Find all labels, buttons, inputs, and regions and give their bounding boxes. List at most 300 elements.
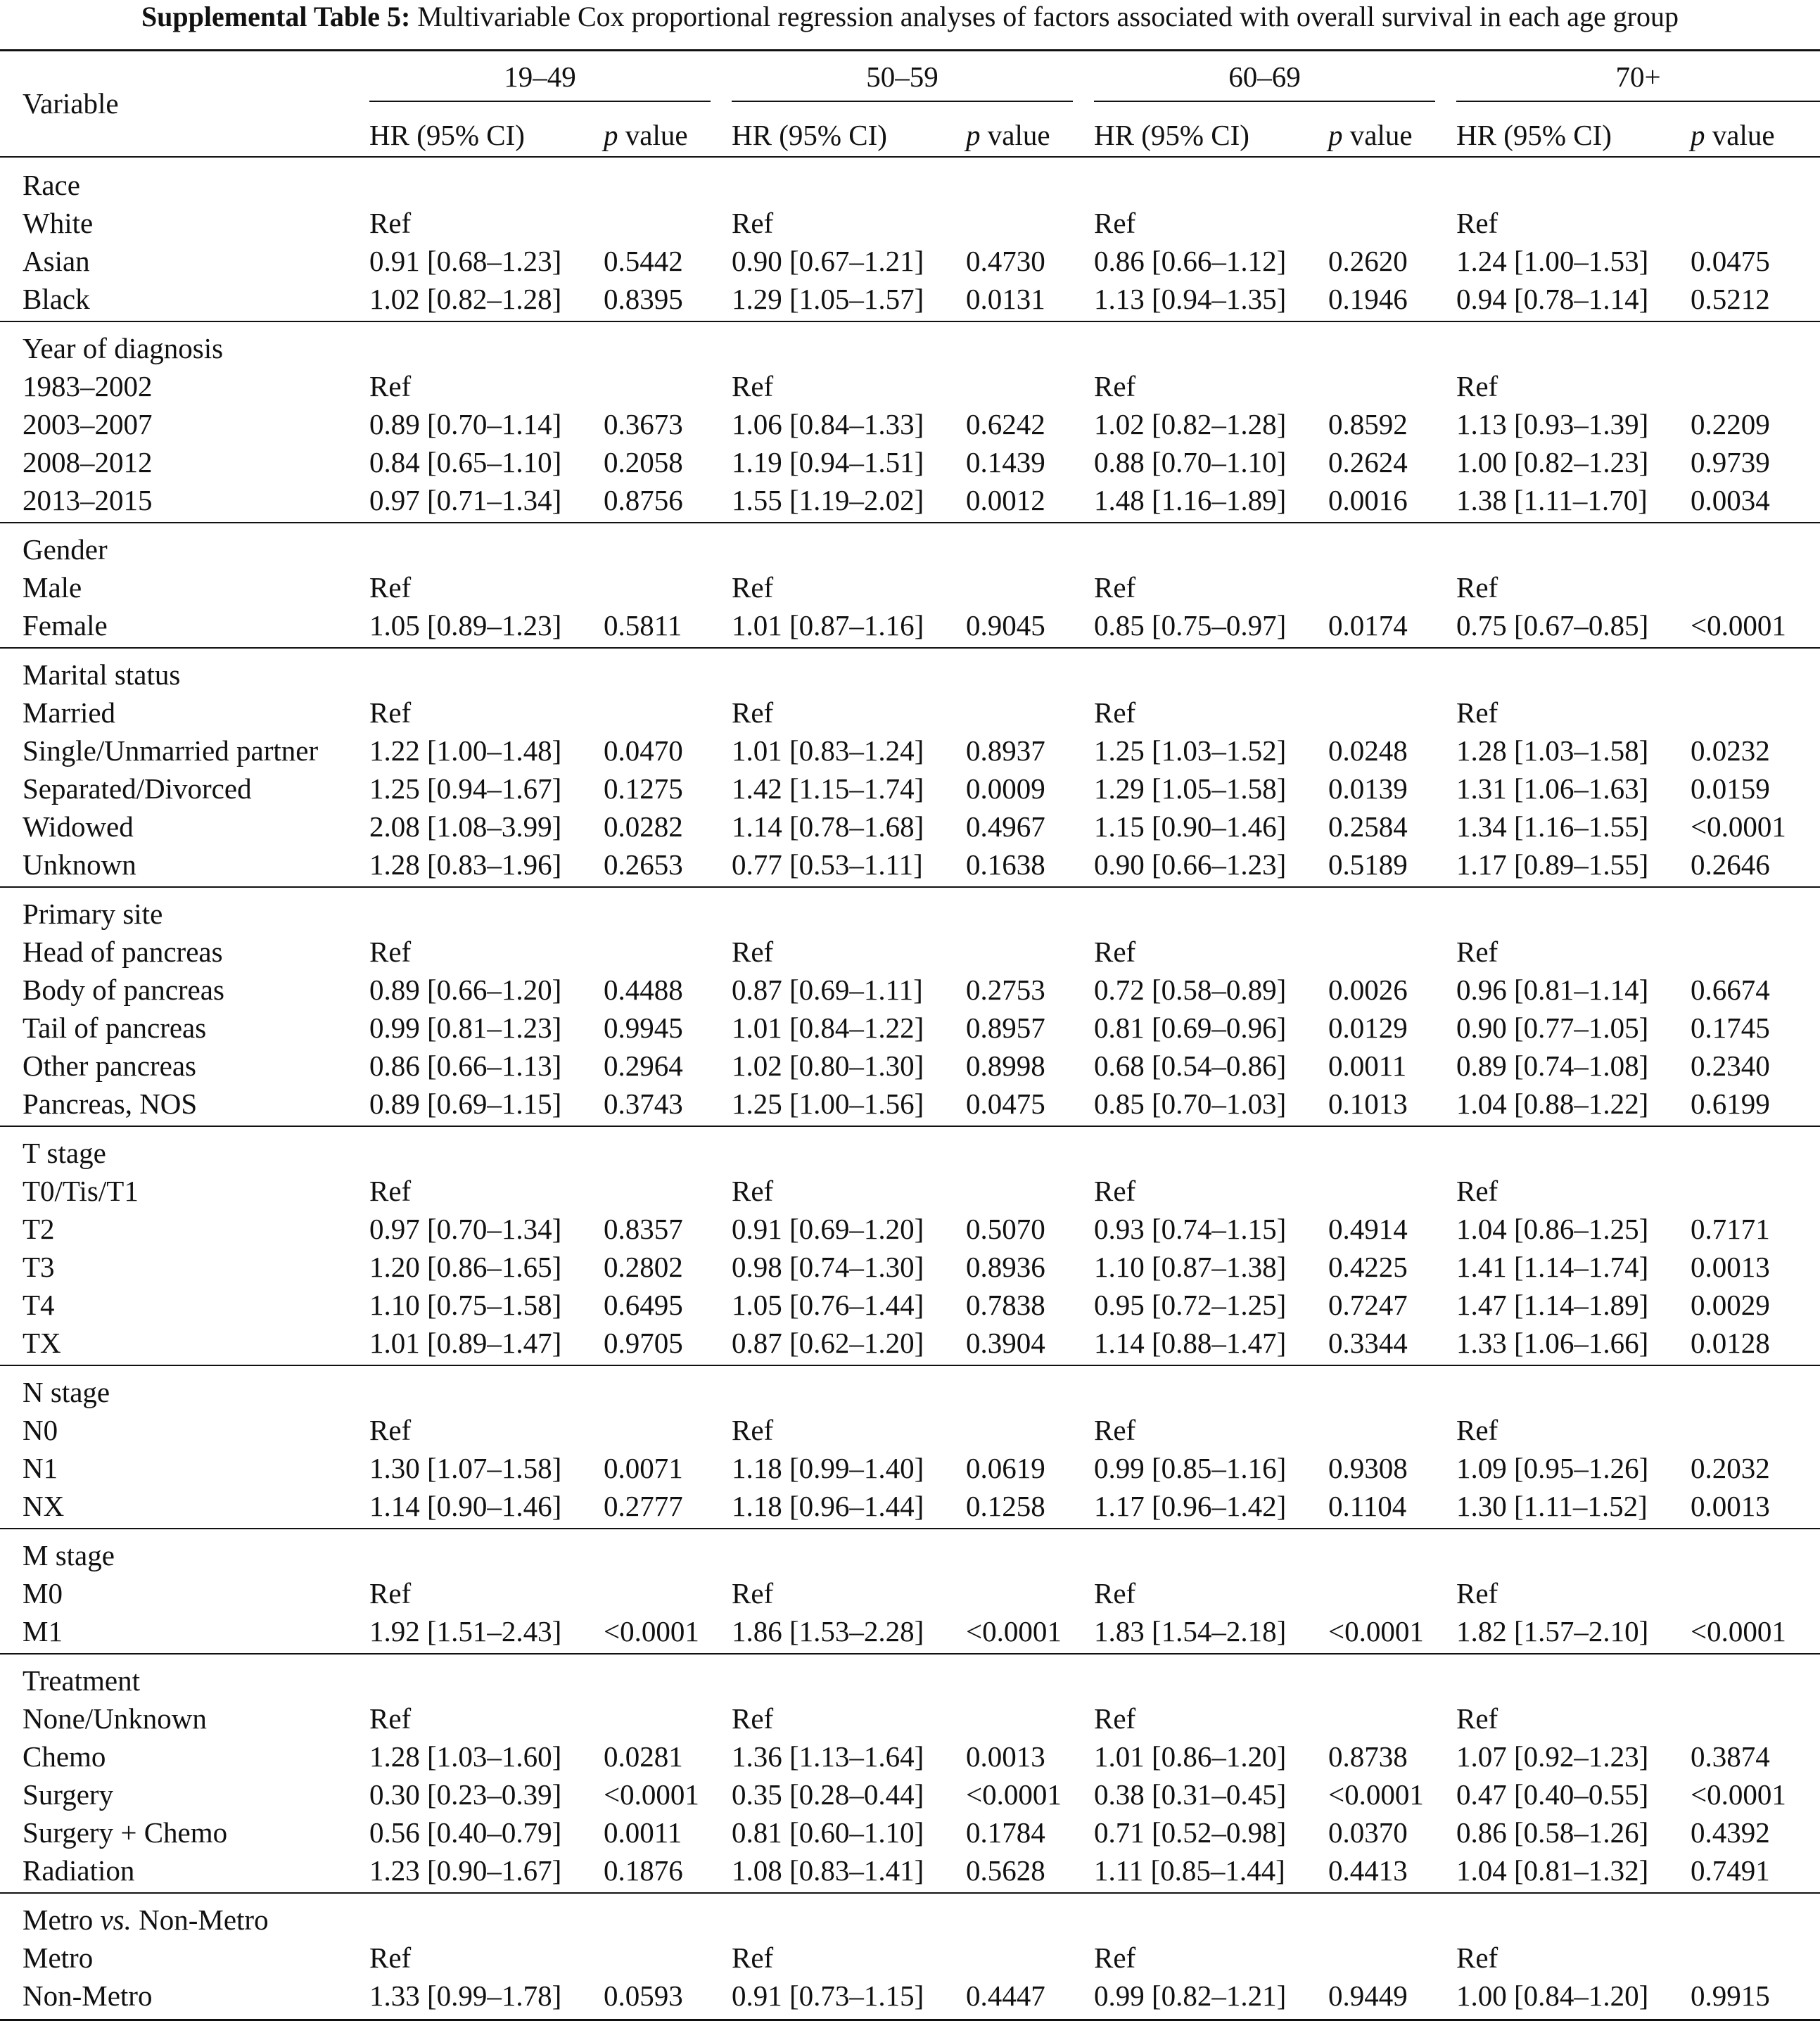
hr-ci-value: Ref xyxy=(1456,370,1498,402)
hr-ci-value: 0.97 [0.71–1.34] xyxy=(369,484,562,516)
p-value: 0.0475 xyxy=(1691,245,1770,277)
p-value: 0.1745 xyxy=(1691,1012,1770,1044)
hr-ci-value: 1.22 [1.00–1.48] xyxy=(369,734,562,767)
row-label: Male xyxy=(23,571,82,604)
group-underline xyxy=(1456,101,1820,102)
hr-ci-value: 1.11 [0.85–1.44] xyxy=(1094,1854,1285,1887)
hr-ci-value: 1.18 [0.99–1.40] xyxy=(732,1452,924,1484)
hr-ci-value: 1.07 [0.92–1.23] xyxy=(1456,1740,1649,1773)
hr-ci-value: 0.86 [0.66–1.13] xyxy=(369,1050,562,1082)
p-value: 0.5811 xyxy=(604,609,682,642)
hr-ci-value: 1.08 [0.83–1.41] xyxy=(732,1854,924,1887)
section-title: Race xyxy=(23,169,80,201)
row-label: Non-Metro xyxy=(23,1979,153,2012)
section-title: Marital status xyxy=(23,658,181,691)
p-value: 0.9739 xyxy=(1691,446,1770,478)
hr-ci-value: Ref xyxy=(369,1577,412,1609)
p-value-word: value xyxy=(1705,119,1775,151)
p-value: 0.0011 xyxy=(1328,1050,1407,1082)
hr-ci-value: 1.48 [1.16–1.89] xyxy=(1094,484,1287,516)
row-label: Head of pancreas xyxy=(23,936,223,968)
p-value: 0.1275 xyxy=(604,772,683,805)
hr-ci-value: 1.14 [0.90–1.46] xyxy=(369,1490,562,1522)
hr-ci-value: 1.33 [1.06–1.66] xyxy=(1456,1327,1649,1359)
section-title-part: Non-Metro xyxy=(131,1904,269,1936)
hr-ci-value: 1.15 [0.90–1.46] xyxy=(1094,810,1287,843)
p-value: 0.4488 xyxy=(604,974,683,1006)
p-value: 0.5189 xyxy=(1328,848,1408,881)
p-value: <0.0001 xyxy=(1691,1615,1786,1647)
section-title: Treatment xyxy=(23,1664,141,1697)
hr-ci-value: 0.97 [0.70–1.34] xyxy=(369,1213,562,1245)
row-label: Chemo xyxy=(23,1740,106,1773)
p-value: 0.8936 xyxy=(966,1251,1045,1283)
hr-ci-value: Ref xyxy=(1456,1942,1498,1974)
hr-ci-value: 1.19 [0.94–1.51] xyxy=(732,446,924,478)
p-value: 0.7171 xyxy=(1691,1213,1770,1245)
p-value: 0.8937 xyxy=(966,734,1045,767)
p-value: 0.8957 xyxy=(966,1012,1045,1044)
p-value: 0.1104 xyxy=(1328,1490,1407,1522)
hr-ci-value: 1.24 [1.00–1.53] xyxy=(1456,245,1649,277)
row-label: T2 xyxy=(23,1213,55,1245)
hr-ci-value: 1.30 [1.11–1.52] xyxy=(1456,1490,1648,1522)
hr-ci-value: 1.23 [0.90–1.67] xyxy=(369,1854,562,1887)
hr-ci-value: Ref xyxy=(1094,1175,1136,1207)
p-value-word: value xyxy=(980,119,1050,151)
p-value: 0.5442 xyxy=(604,245,683,277)
p-value: 0.7247 xyxy=(1328,1289,1408,1321)
hr-ci-value: Ref xyxy=(1094,571,1136,604)
row-label: T0/Tis/T1 xyxy=(23,1175,139,1207)
p-value: 0.6495 xyxy=(604,1289,683,1321)
hr-ci-value: Ref xyxy=(1456,1702,1498,1735)
section-title: Primary site xyxy=(23,898,163,930)
row-label: TX xyxy=(23,1327,61,1359)
p-value: 0.2753 xyxy=(966,974,1045,1006)
row-label: Tail of pancreas xyxy=(23,1012,207,1044)
hr-ci-value: 1.41 [1.14–1.74] xyxy=(1456,1251,1649,1283)
row-label: M1 xyxy=(23,1615,63,1647)
p-value: <0.0001 xyxy=(1691,1778,1786,1811)
hr-ci-value: 1.14 [0.88–1.47] xyxy=(1094,1327,1287,1359)
p-value: 0.9449 xyxy=(1328,1979,1408,2012)
hr-ci-value: 0.91 [0.69–1.20] xyxy=(732,1213,924,1245)
hr-ci-value: 0.72 [0.58–0.89] xyxy=(1094,974,1287,1006)
hr-ci-value: 1.10 [0.75–1.58] xyxy=(369,1289,562,1321)
p-value: 0.0139 xyxy=(1328,772,1408,805)
p-value: 0.0029 xyxy=(1691,1289,1770,1321)
p-value: <0.0001 xyxy=(1691,609,1786,642)
caption-label: Supplemental Table 5: xyxy=(141,1,411,32)
hr-ci-value: 0.94 [0.78–1.14] xyxy=(1456,283,1649,315)
row-label: 2008–2012 xyxy=(23,446,153,478)
hr-ci-value: 0.91 [0.68–1.23] xyxy=(369,245,562,277)
p-value: 0.0370 xyxy=(1328,1816,1408,1849)
row-label: Body of pancreas xyxy=(23,974,224,1006)
hr-ci-value: 0.89 [0.66–1.20] xyxy=(369,974,562,1006)
hr-ci-value: 1.82 [1.57–2.10] xyxy=(1456,1615,1649,1647)
p-value: 0.0128 xyxy=(1691,1327,1770,1359)
hr-ci-value: 1.01 [0.86–1.20] xyxy=(1094,1740,1287,1773)
hr-ci-value: 0.38 [0.31–0.45] xyxy=(1094,1778,1287,1811)
header-p-value xyxy=(966,116,1050,154)
hr-ci-value: 0.93 [0.74–1.15] xyxy=(1094,1213,1287,1245)
p-value: 0.2802 xyxy=(604,1251,683,1283)
p-value: 0.3344 xyxy=(1328,1327,1408,1359)
p-value: 0.9045 xyxy=(966,609,1045,642)
p-value: 0.0011 xyxy=(604,1816,682,1849)
hr-ci-value: Ref xyxy=(732,696,774,729)
hr-ci-value: 0.85 [0.70–1.03] xyxy=(1094,1088,1287,1120)
p-value: <0.0001 xyxy=(966,1615,1062,1647)
row-label: NX xyxy=(23,1490,65,1522)
hr-ci-value: 0.91 [0.73–1.15] xyxy=(732,1979,924,2012)
p-value: 0.0232 xyxy=(1691,734,1770,767)
hr-ci-value: Ref xyxy=(1456,1175,1498,1207)
header-hr-ci: HR (95% CI) xyxy=(732,119,887,151)
group-underline xyxy=(732,101,1073,102)
hr-ci-value: 0.87 [0.69–1.11] xyxy=(732,974,923,1006)
row-label: Married xyxy=(23,696,116,729)
row-label: N0 xyxy=(23,1414,58,1446)
hr-ci-value: Ref xyxy=(1094,696,1136,729)
row-label: N1 xyxy=(23,1452,58,1484)
p-value: 0.0619 xyxy=(966,1452,1045,1484)
hr-ci-value: 0.84 [0.65–1.10] xyxy=(369,446,562,478)
hr-ci-value: 1.05 [0.89–1.23] xyxy=(369,609,562,642)
p-value: <0.0001 xyxy=(1328,1778,1424,1811)
p-value: 0.5212 xyxy=(1691,283,1770,315)
hr-ci-value: 0.90 [0.77–1.05] xyxy=(1456,1012,1649,1044)
p-value: 0.2584 xyxy=(1328,810,1408,843)
hr-ci-value: Ref xyxy=(1456,207,1498,239)
p-italic: p xyxy=(1328,119,1343,151)
hr-ci-value: 1.04 [0.88–1.22] xyxy=(1456,1088,1649,1120)
hr-ci-value: 0.99 [0.82–1.21] xyxy=(1094,1979,1287,2012)
p-value: 0.8357 xyxy=(604,1213,683,1245)
p-value: 0.0026 xyxy=(1328,974,1408,1006)
p-value: 0.0174 xyxy=(1328,609,1408,642)
hr-ci-value: 1.31 [1.06–1.63] xyxy=(1456,772,1649,805)
hr-ci-value: 0.89 [0.69–1.15] xyxy=(369,1088,562,1120)
hr-ci-value: Ref xyxy=(732,1175,774,1207)
p-value: <0.0001 xyxy=(604,1615,699,1647)
p-value: 0.0475 xyxy=(966,1088,1045,1120)
p-value: 0.2653 xyxy=(604,848,683,881)
table-rule xyxy=(0,1653,1820,1655)
header-hr-ci: HR (95% CI) xyxy=(1456,119,1612,151)
hr-ci-value: 1.17 [0.96–1.42] xyxy=(1094,1490,1287,1522)
p-value: 0.0131 xyxy=(966,283,1045,315)
hr-ci-value: 1.25 [1.03–1.52] xyxy=(1094,734,1287,767)
p-value: 0.6674 xyxy=(1691,974,1770,1006)
hr-ci-value: 1.13 [0.94–1.35] xyxy=(1094,283,1287,315)
hr-ci-value: Ref xyxy=(1456,936,1498,968)
header-age-group: 60–69 xyxy=(1228,60,1301,93)
hr-ci-value: 1.34 [1.16–1.55] xyxy=(1456,810,1649,843)
row-label: Black xyxy=(23,283,90,315)
hr-ci-value: 1.00 [0.84–1.20] xyxy=(1456,1979,1649,2012)
hr-ci-value: 1.28 [1.03–1.58] xyxy=(1456,734,1649,767)
p-value: 0.0159 xyxy=(1691,772,1770,805)
p-value: 0.2624 xyxy=(1328,446,1408,478)
hr-ci-value: Ref xyxy=(369,1702,412,1735)
hr-ci-value: 0.90 [0.67–1.21] xyxy=(732,245,924,277)
hr-ci-value: 1.10 [0.87–1.38] xyxy=(1094,1251,1287,1283)
p-value: 0.0034 xyxy=(1691,484,1770,516)
hr-ci-value: 1.04 [0.81–1.32] xyxy=(1456,1854,1649,1887)
caption-text: Multivariable Cox proportional regression analyses of factors associated with overall survival in each age group xyxy=(417,1,1679,32)
p-value-word: value xyxy=(618,119,688,151)
section-title: Gender xyxy=(23,533,108,566)
row-label: 1983–2002 xyxy=(23,370,153,402)
p-value: 0.0012 xyxy=(966,484,1045,516)
p-value: 0.4914 xyxy=(1328,1213,1408,1245)
p-value: 0.6242 xyxy=(966,408,1045,440)
hr-ci-value: 0.96 [0.81–1.14] xyxy=(1456,974,1649,1006)
p-value: 0.8395 xyxy=(604,283,683,315)
row-label: Single/Unmarried partner xyxy=(23,734,319,767)
p-value: 0.0013 xyxy=(1691,1490,1770,1522)
row-label: Metro xyxy=(23,1942,94,1974)
header-age-group: 19–49 xyxy=(504,60,576,93)
hr-ci-value: 0.99 [0.81–1.23] xyxy=(369,1012,562,1044)
hr-ci-value: 1.09 [0.95–1.26] xyxy=(1456,1452,1649,1484)
p-value: 0.8998 xyxy=(966,1050,1045,1082)
header-hr-ci: HR (95% CI) xyxy=(1094,119,1249,151)
p-value: <0.0001 xyxy=(604,1778,699,1811)
row-label: Asian xyxy=(23,245,90,277)
row-label: Radiation xyxy=(23,1854,135,1887)
hr-ci-value: Ref xyxy=(369,571,412,604)
p-value: 0.1013 xyxy=(1328,1088,1408,1120)
p-value: 0.9308 xyxy=(1328,1452,1408,1484)
p-value: <0.0001 xyxy=(966,1778,1062,1811)
table-rule xyxy=(0,1126,1820,1127)
row-label: Separated/Divorced xyxy=(23,772,252,805)
hr-ci-value: 1.02 [0.82–1.28] xyxy=(1094,408,1287,440)
p-value: 0.5070 xyxy=(966,1213,1045,1245)
hr-ci-value: 2.08 [1.08–3.99] xyxy=(369,810,562,843)
hr-ci-value: 0.35 [0.28–0.44] xyxy=(732,1778,924,1811)
hr-ci-value: Ref xyxy=(732,207,774,239)
hr-ci-value: 1.02 [0.82–1.28] xyxy=(369,283,562,315)
p-italic: p xyxy=(966,119,981,151)
p-value: 0.1946 xyxy=(1328,283,1408,315)
p-value: 0.4447 xyxy=(966,1979,1045,2012)
hr-ci-value: 1.36 [1.13–1.64] xyxy=(732,1740,924,1773)
table-rule xyxy=(0,1528,1820,1529)
p-value: 0.8756 xyxy=(604,484,683,516)
hr-ci-value: Ref xyxy=(1094,1414,1136,1446)
hr-ci-value: 1.17 [0.89–1.55] xyxy=(1456,848,1649,881)
hr-ci-value: 0.81 [0.60–1.10] xyxy=(732,1816,924,1849)
section-title: Year of diagnosis xyxy=(23,332,224,364)
p-value: 0.2964 xyxy=(604,1050,683,1082)
p-value: 0.7838 xyxy=(966,1289,1045,1321)
hr-ci-value: Ref xyxy=(1094,207,1136,239)
row-label: M0 xyxy=(23,1577,63,1609)
hr-ci-value: 1.28 [0.83–1.96] xyxy=(369,848,562,881)
hr-ci-value: 1.01 [0.83–1.24] xyxy=(732,734,924,767)
hr-ci-value: 1.05 [0.76–1.44] xyxy=(732,1289,924,1321)
section-title: N stage xyxy=(23,1376,110,1408)
p-value: 0.3904 xyxy=(966,1327,1045,1359)
hr-ci-value: 0.71 [0.52–0.98] xyxy=(1094,1816,1287,1849)
p-value: 0.2058 xyxy=(604,446,683,478)
row-label: None/Unknown xyxy=(23,1702,207,1735)
row-label: Other pancreas xyxy=(23,1050,197,1082)
group-underline xyxy=(369,101,711,102)
table-rule xyxy=(0,321,1820,322)
section-title-part: vs. xyxy=(100,1904,132,1936)
hr-ci-value: 1.25 [0.94–1.67] xyxy=(369,772,562,805)
hr-ci-value: 0.87 [0.62–1.20] xyxy=(732,1327,924,1359)
section-title xyxy=(23,1901,269,1939)
hr-ci-value: 1.01 [0.87–1.16] xyxy=(732,609,924,642)
hr-ci-value: 1.29 [1.05–1.58] xyxy=(1094,772,1287,805)
hr-ci-value: 0.95 [0.72–1.25] xyxy=(1094,1289,1287,1321)
hr-ci-value: Ref xyxy=(1456,1577,1498,1609)
group-underline xyxy=(1094,101,1435,102)
hr-ci-value: 1.29 [1.05–1.57] xyxy=(732,283,924,315)
hr-ci-value: Ref xyxy=(369,1942,412,1974)
p-value: 0.1876 xyxy=(604,1854,683,1887)
hr-ci-value: Ref xyxy=(732,1702,774,1735)
hr-ci-value: Ref xyxy=(369,936,412,968)
hr-ci-value: 1.18 [0.96–1.44] xyxy=(732,1490,924,1522)
header-hr-ci: HR (95% CI) xyxy=(369,119,525,151)
p-value: 0.0593 xyxy=(604,1979,683,2012)
p-value: 0.8592 xyxy=(1328,408,1408,440)
hr-ci-value: Ref xyxy=(732,1414,774,1446)
hr-ci-value: 0.56 [0.40–0.79] xyxy=(369,1816,562,1849)
p-value: 0.4967 xyxy=(966,810,1045,843)
p-value: 0.4392 xyxy=(1691,1816,1770,1849)
header-p-value xyxy=(604,116,688,154)
hr-ci-value: 1.14 [0.78–1.68] xyxy=(732,810,924,843)
p-value: 0.3743 xyxy=(604,1088,683,1120)
p-value: 0.0071 xyxy=(604,1452,683,1484)
table-rule xyxy=(0,49,1820,51)
header-p-value xyxy=(1328,116,1413,154)
header-variable: Variable xyxy=(23,87,119,120)
section-title: T stage xyxy=(23,1137,106,1169)
section-title: M stage xyxy=(23,1539,115,1571)
row-label: T4 xyxy=(23,1289,55,1321)
hr-ci-value: Ref xyxy=(369,1175,412,1207)
header-age-group: 50–59 xyxy=(866,60,938,93)
hr-ci-value: Ref xyxy=(732,571,774,604)
table-rule xyxy=(0,647,1820,649)
p-value: 0.0281 xyxy=(604,1740,683,1773)
hr-ci-value: 0.88 [0.70–1.10] xyxy=(1094,446,1287,478)
p-value: 0.2777 xyxy=(604,1490,683,1522)
hr-ci-value: 1.38 [1.11–1.70] xyxy=(1456,484,1648,516)
hr-ci-value: 0.47 [0.40–0.55] xyxy=(1456,1778,1649,1811)
hr-ci-value: 0.89 [0.70–1.14] xyxy=(369,408,562,440)
table-rule xyxy=(0,1892,1820,1894)
p-value: 0.0248 xyxy=(1328,734,1408,767)
p-value: 0.1439 xyxy=(966,446,1045,478)
hr-ci-value: 1.42 [1.15–1.74] xyxy=(732,772,924,805)
row-label: 2003–2007 xyxy=(23,408,153,440)
hr-ci-value: 1.20 [0.86–1.65] xyxy=(369,1251,562,1283)
hr-ci-value: 1.83 [1.54–2.18] xyxy=(1094,1615,1287,1647)
p-value: 0.4730 xyxy=(966,245,1045,277)
hr-ci-value: Ref xyxy=(369,1414,412,1446)
p-value: 0.9915 xyxy=(1691,1979,1770,2012)
p-value: 0.8738 xyxy=(1328,1740,1408,1773)
p-value: 0.4225 xyxy=(1328,1251,1408,1283)
hr-ci-value: 0.68 [0.54–0.86] xyxy=(1094,1050,1287,1082)
hr-ci-value: Ref xyxy=(732,936,774,968)
p-value: 0.2340 xyxy=(1691,1050,1770,1082)
row-label: Surgery xyxy=(23,1778,114,1811)
p-value: 0.3673 xyxy=(604,408,683,440)
hr-ci-value: 1.28 [1.03–1.60] xyxy=(369,1740,562,1773)
hr-ci-value: Ref xyxy=(1456,696,1498,729)
p-value: 0.0013 xyxy=(966,1740,1045,1773)
hr-ci-value: 0.86 [0.58–1.26] xyxy=(1456,1816,1649,1849)
p-value: 0.2620 xyxy=(1328,245,1408,277)
table-caption xyxy=(0,0,1820,34)
hr-ci-value: 1.13 [0.93–1.39] xyxy=(1456,408,1649,440)
table-rule xyxy=(0,522,1820,523)
p-value: 0.1784 xyxy=(966,1816,1045,1849)
hr-ci-value: Ref xyxy=(1094,1577,1136,1609)
row-label: 2013–2015 xyxy=(23,484,153,516)
hr-ci-value: Ref xyxy=(1094,1702,1136,1735)
row-label: T3 xyxy=(23,1251,55,1283)
p-value: 0.0470 xyxy=(604,734,683,767)
hr-ci-value: 1.55 [1.19–2.02] xyxy=(732,484,924,516)
table-rule xyxy=(0,156,1820,158)
p-value: 0.9705 xyxy=(604,1327,683,1359)
p-value: 0.2032 xyxy=(1691,1452,1770,1484)
hr-ci-value: 0.81 [0.69–0.96] xyxy=(1094,1012,1287,1044)
hr-ci-value: Ref xyxy=(369,370,412,402)
hr-ci-value: 0.77 [0.53–1.11] xyxy=(732,848,923,881)
p-value: <0.0001 xyxy=(1328,1615,1424,1647)
row-label: Unknown xyxy=(23,848,136,881)
hr-ci-value: 0.85 [0.75–0.97] xyxy=(1094,609,1287,642)
hr-ci-value: Ref xyxy=(732,370,774,402)
p-value: 0.9945 xyxy=(604,1012,683,1044)
hr-ci-value: 0.86 [0.66–1.12] xyxy=(1094,245,1287,277)
p-value: 0.1258 xyxy=(966,1490,1045,1522)
hr-ci-value: Ref xyxy=(1094,1942,1136,1974)
hr-ci-value: 1.01 [0.84–1.22] xyxy=(732,1012,924,1044)
row-label: Pancreas, NOS xyxy=(23,1088,198,1120)
hr-ci-value: 1.47 [1.14–1.89] xyxy=(1456,1289,1649,1321)
p-value: 0.1638 xyxy=(966,848,1045,881)
p-value: 0.2646 xyxy=(1691,848,1770,881)
hr-ci-value: Ref xyxy=(1456,571,1498,604)
hr-ci-value: Ref xyxy=(369,207,412,239)
hr-ci-value: 1.86 [1.53–2.28] xyxy=(732,1615,924,1647)
p-value: 0.5628 xyxy=(966,1854,1045,1887)
hr-ci-value: Ref xyxy=(1456,1414,1498,1446)
hr-ci-value: 1.25 [1.00–1.56] xyxy=(732,1088,924,1120)
row-label: Female xyxy=(23,609,108,642)
p-value: <0.0001 xyxy=(1691,810,1786,843)
hr-ci-value: 1.02 [0.80–1.30] xyxy=(732,1050,924,1082)
row-label: White xyxy=(23,207,94,239)
hr-ci-value: 0.89 [0.74–1.08] xyxy=(1456,1050,1649,1082)
p-value: 0.2209 xyxy=(1691,408,1770,440)
